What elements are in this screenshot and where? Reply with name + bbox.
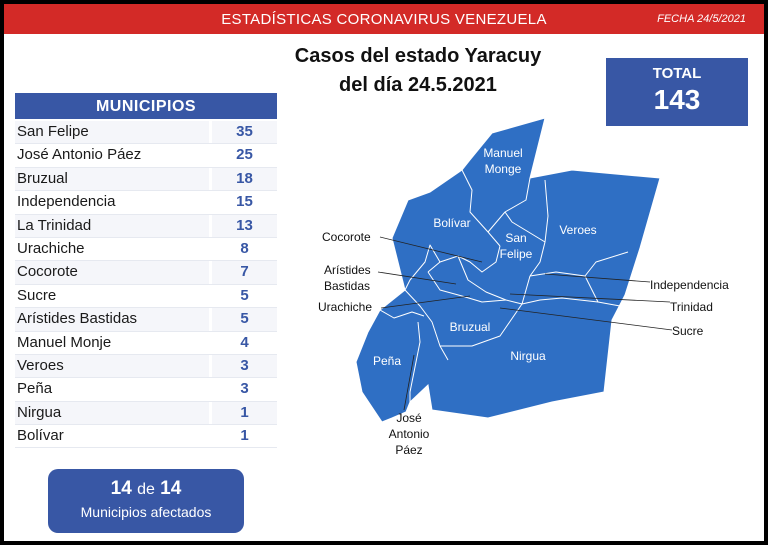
label-sucre: Sucre	[672, 324, 704, 338]
label-paez: Páez	[395, 443, 423, 457]
banner-title: ESTADÍSTICAS CORONAVIRUS VENEZUELA	[221, 11, 547, 28]
total-label: TOTAL	[652, 65, 702, 82]
label-trinidad: Trinidad	[670, 300, 713, 314]
affected-count: 14	[110, 478, 132, 499]
municipio-cases: 3	[209, 355, 277, 377]
municipio-cases: 7	[209, 261, 277, 283]
municipio-cases: 4	[209, 332, 277, 354]
label-bolivar: Bolívar	[433, 216, 471, 230]
affected-label: Municipios afectados	[80, 504, 212, 520]
municipio-cases: 18	[209, 168, 277, 190]
municipio-name: Manuel Monje	[17, 333, 112, 351]
municipios-header: MUNICIPIOS	[15, 93, 277, 119]
municipio-name: Peña	[17, 380, 53, 398]
municipio-name: Veroes	[17, 356, 64, 374]
label-jose: José	[396, 411, 422, 425]
municipio-name: Nirgua	[17, 403, 62, 421]
municipio-cases: 1	[209, 402, 277, 424]
municipio-name: Bolívar	[17, 427, 64, 445]
label-aristides: Arístides	[324, 263, 371, 277]
municipio-name: Bruzual	[17, 169, 68, 187]
municipio-cases: 8	[209, 238, 277, 260]
municipio-name: Cocorote	[17, 263, 78, 281]
label-nirgua: Nirgua	[510, 349, 546, 363]
municipio-cases: 13	[209, 215, 277, 237]
municipio-name: San Felipe	[17, 123, 89, 140]
label-san: San	[505, 231, 527, 245]
label-monge: Monge	[484, 162, 522, 176]
municipio-cases: 1	[209, 425, 277, 447]
municipio-name: José Antonio Páez	[17, 146, 142, 164]
label-antonio: Antonio	[388, 427, 430, 441]
municipio-name: Independencia	[17, 193, 116, 211]
municipio-name: Urachiche	[17, 239, 85, 257]
label-bruzual: Bruzual	[449, 320, 491, 334]
municipio-cases: 5	[209, 308, 277, 330]
municipio-name: Arístides Bastidas	[17, 310, 138, 328]
total-value: 143	[653, 84, 701, 115]
label-urachiche: Urachiche	[318, 300, 373, 314]
municipio-cases: 5	[209, 285, 277, 307]
municipio-cases: 15	[209, 191, 277, 213]
label-felipe: Felipe	[499, 247, 533, 261]
affected-of-word: de	[137, 481, 155, 498]
label-manuel: Manuel	[483, 146, 523, 160]
label-pena: Peña	[372, 354, 402, 368]
municipio-cases: 35	[209, 121, 277, 143]
municipio-name: Sucre	[17, 286, 57, 304]
municipio-cases: 3	[209, 378, 277, 400]
label-independencia: Independencia	[650, 278, 729, 292]
label-bastidas: Bastidas	[324, 279, 371, 293]
municipio-cases: 25	[209, 144, 277, 166]
affected-total: 14	[160, 478, 182, 499]
label-cocorote: Cocorote	[322, 230, 371, 244]
title-line-2: del día 24.5.2021	[339, 74, 497, 96]
title-line-1: Casos del estado Yaracuy	[294, 45, 542, 67]
label-veroes: Veroes	[559, 223, 597, 237]
municipio-name: La Trinidad	[17, 216, 92, 234]
banner-date: FECHA 24/5/2021	[657, 13, 746, 25]
